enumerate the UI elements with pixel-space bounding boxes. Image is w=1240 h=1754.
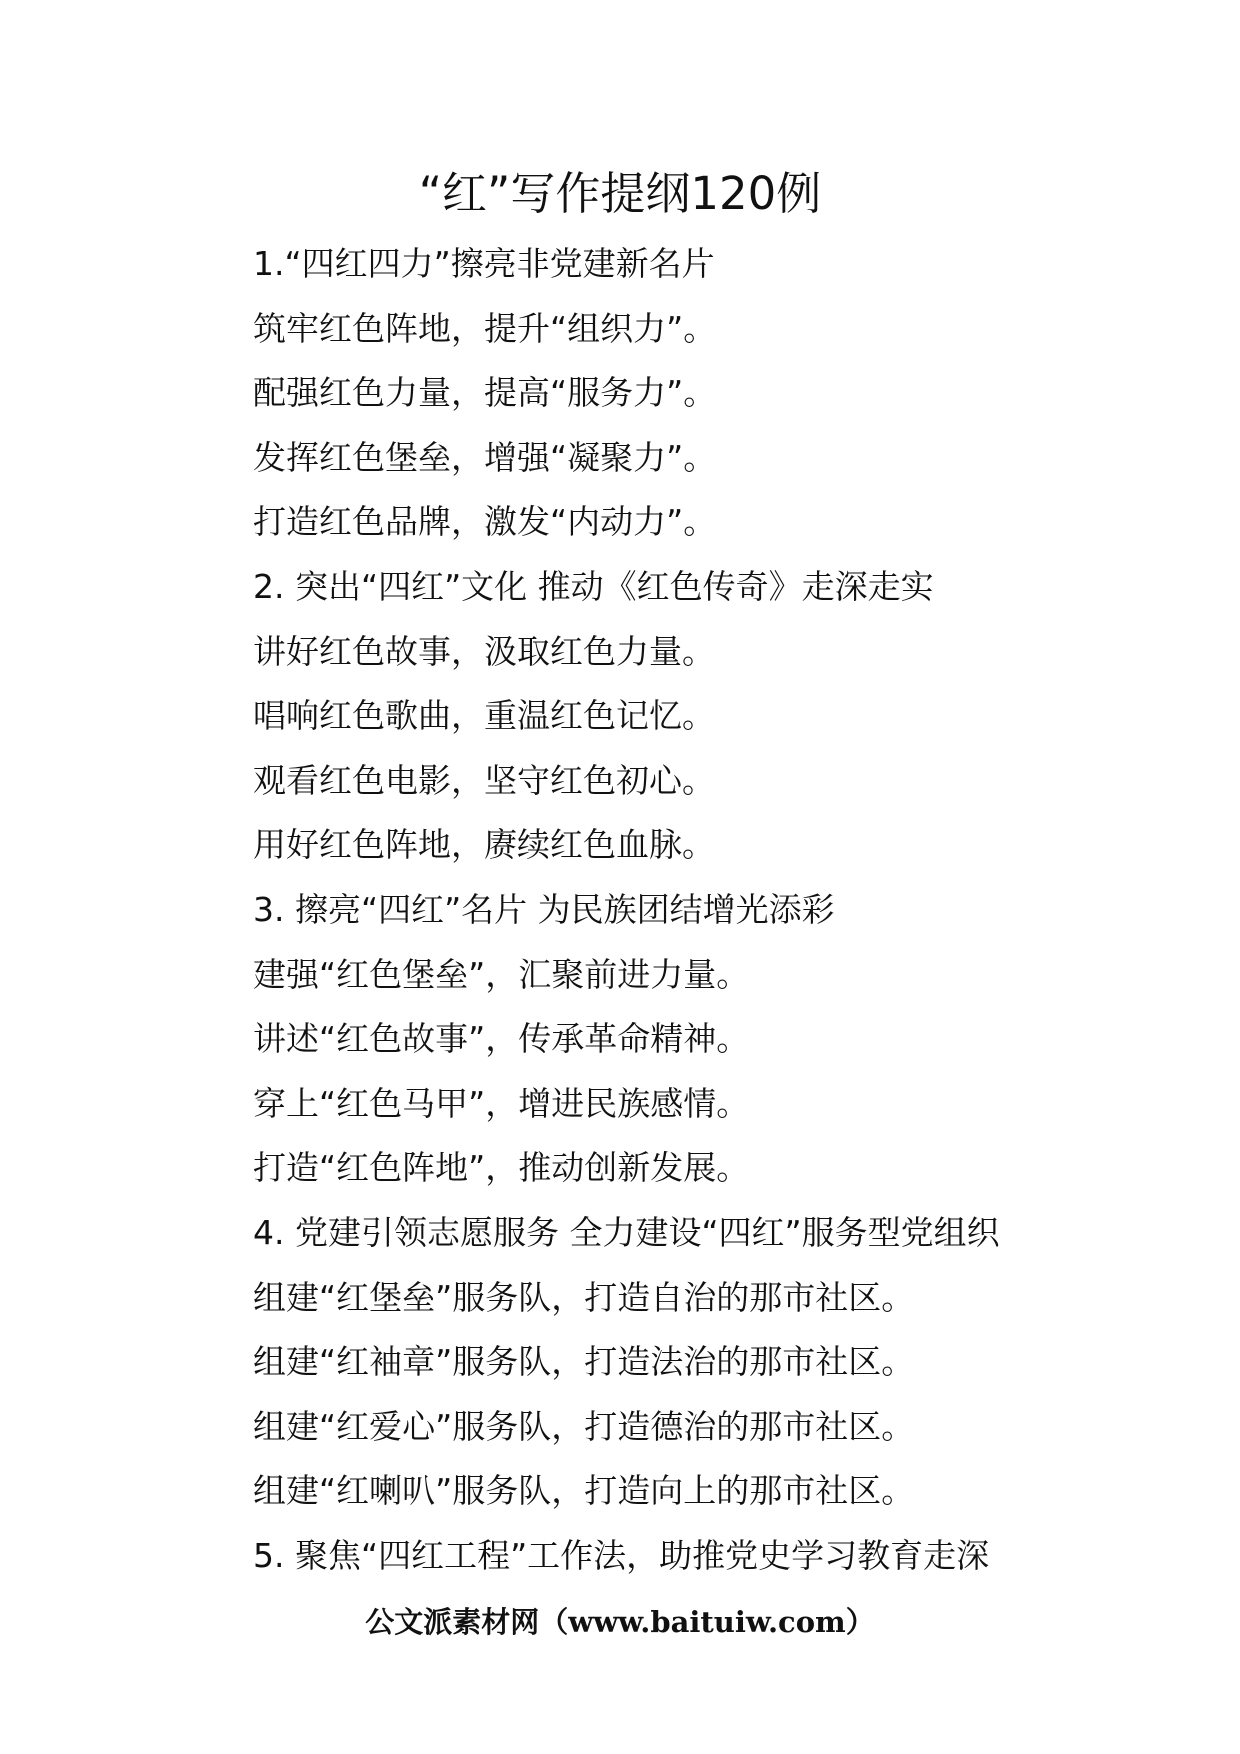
text-line: 发挥红色堡垒，增强“凝聚力”。 <box>253 437 717 477</box>
heading-2: 2. 突出“四红”文化 推动《红色传奇》走深走实 <box>253 566 934 606</box>
text-line: 讲述“红色故事”，传承革命精神。 <box>253 1019 750 1059</box>
text-line: 唱响红色歌曲，重温红色记忆。 <box>253 696 715 736</box>
heading-4: 4. 党建引领志愿服务 全力建设“四红”服务型党组织 <box>253 1212 1000 1252</box>
heading-5: 5. 聚焦“四红工程”工作法，助推党史学习教育走深 <box>253 1535 990 1575</box>
document-title: “红”写作提纲120例 <box>418 167 822 220</box>
text-line: 组建“红袖章”服务队，打造法治的那市社区。 <box>253 1342 915 1382</box>
text-line: 筑牢红色阵地，提升“组织力”。 <box>253 308 717 348</box>
text-line: 组建“红喇叭”服务队，打造向上的那市社区。 <box>253 1471 915 1511</box>
text-line: 讲好红色故事，汲取红色力量。 <box>253 631 715 671</box>
text-line: 组建“红堡垒”服务队，打造自治的那市社区。 <box>253 1277 915 1317</box>
text-line: 配强红色力量，提高“服务力”。 <box>253 373 717 413</box>
text-line: 组建“红爱心”服务队，打造德治的那市社区。 <box>253 1406 915 1446</box>
heading-3: 3. 擦亮“四红”名片 为民族团结增光添彩 <box>253 889 835 929</box>
text-line: 打造红色品牌，激发“内动力”。 <box>253 502 717 542</box>
heading-1: 1.“四红四力”擦亮非党建新名片 <box>253 244 715 283</box>
text-line: 建强“红色堡垒”，汇聚前进力量。 <box>253 954 750 994</box>
text-line: 用好红色阵地，赓续红色血脉。 <box>253 825 715 865</box>
footer-watermark: 公文派素材网（www.baituiw.com） <box>365 1605 875 1639</box>
text-line: 打造“红色阵地”，推动创新发展。 <box>253 1148 750 1188</box>
text-line: 观看红色电影，坚守红色初心。 <box>253 760 715 800</box>
document-body <box>253 232 1213 1588</box>
text-line: 穿上“红色马甲”，增进民族感情。 <box>253 1083 750 1123</box>
